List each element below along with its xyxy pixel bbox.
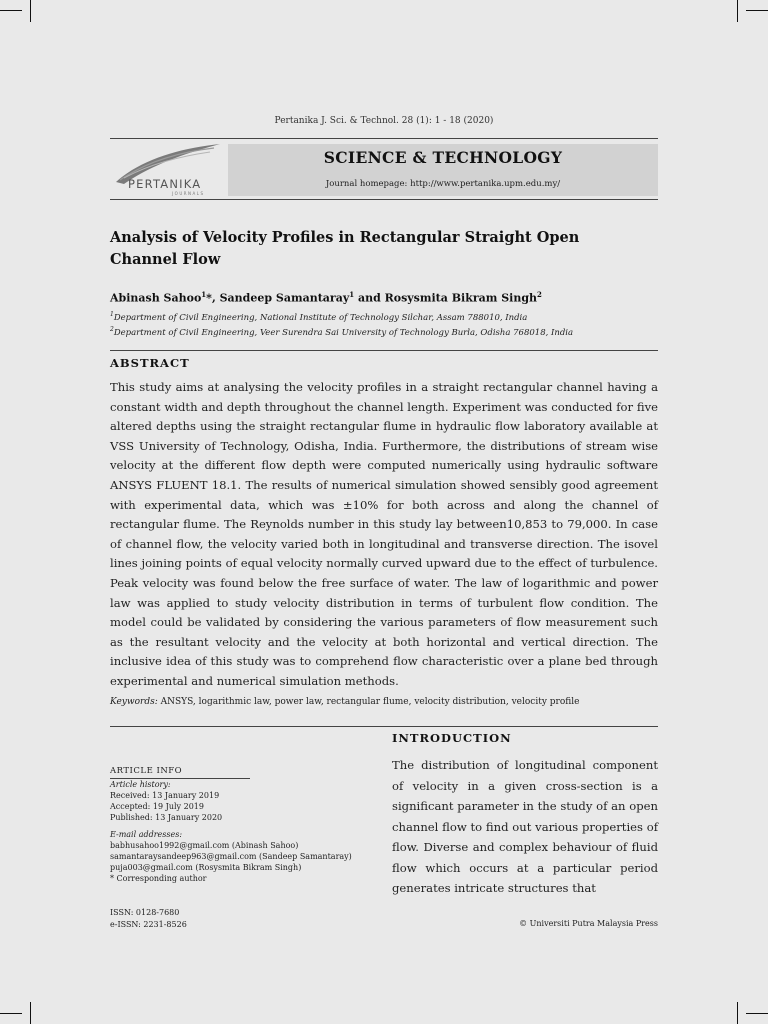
- journal-citation: Pertanika J. Sci. & Technol. 28 (1): 1 - 18 (2020): [274, 116, 494, 126]
- pertanika-logo: [110, 140, 226, 198]
- abstract-rule: [110, 350, 658, 351]
- issn-block: [110, 907, 187, 931]
- author-affil-sup: 1: [349, 290, 355, 299]
- received-date: Received: 13 January 2019: [110, 791, 220, 800]
- paper-title: [110, 227, 658, 271]
- header-rule: [110, 138, 658, 139]
- abstract-text: This study aims at analysing the velocity profiles in a straight rectangular channel having a constant width and depth throughout the channel length. Experiment was conducted for five altered depths using the straight rectangular flume in hydraulic flow laboratory available at VSS University of Technology, Odisha, India. Furthermore, the distributions of stream wise velocity at the different flow depth were computed numerically using hydraulic software ANSYS FLUENT 18.1. The results of numerical simulation showed sensibly good agreement with experimental data, which was ±10% for both across and along the channel of rectangular flume. The Reynolds number in this study lay between10,853 to 79,000. In case of channel flow, the velocity varied both in longitudinal and transverse direction. The isovel lines joining points of equal velocity normally curved upward due to the effect of turbulence. Peak velocity was found below the free surface of water. The law of logarithmic and power law was applied to study velocity distribution in terms of turbulent flow condition. The model could be validated by considering the various parameters of flow measurement such as the resultant velocity and the velocity at both horizontal and vertical direction. The inclusive idea of this study was to comprehend flow characteristic over a plane bed through experimental and numerical simulation methods.: [110, 380, 658, 688]
- article-info: [110, 766, 370, 884]
- crop-mark: [737, 1002, 738, 1024]
- crop-mark: [737, 0, 738, 22]
- corresponding-note: * Corresponding author: [110, 874, 207, 883]
- author-list: Abinash Sahoo$^1$*, Sandeep Samantaray$^1$ and Rosysmita Bikram Singh$^2$: [110, 290, 542, 305]
- email-entry[interactable]: babhusahoo1992@gmail.com (Abinash Sahoo): [110, 841, 299, 850]
- press-copyright: © Universiti Putra Malaysia Press: [519, 919, 658, 928]
- accepted-date: Accepted: 19 July 2019: [110, 802, 204, 811]
- journal-title: SCIENCE & TECHNOLOGY: [323, 148, 563, 167]
- banner-rule: [110, 199, 658, 200]
- author-name: Abinash Sahoo: [110, 291, 202, 305]
- keywords-label: Keywords:: [110, 697, 158, 707]
- crop-mark: [0, 10, 22, 11]
- issn-online: e-ISSN: 2231-8526: [110, 920, 187, 929]
- author-affil-sup: 1: [201, 290, 207, 299]
- crop-mark: [746, 10, 768, 11]
- keywords-rule: [110, 726, 658, 727]
- affiliation: $^2$Department of Civil Engineering, Veer Surendra Sai University of Technology Burla, Odisha 768018, India: [110, 326, 574, 338]
- paper-title-line: Channel Flow: [110, 251, 221, 268]
- author-name: Rosysmita Bikram Singh: [384, 291, 538, 305]
- abstract-heading: ABSTRACT: [110, 356, 190, 370]
- keywords: [110, 697, 658, 707]
- logo-brand: PERTANIKA: [128, 177, 202, 191]
- logo-subtext: JOURNALS: [172, 191, 205, 196]
- crop-mark: [30, 1002, 31, 1024]
- crop-mark: [746, 1013, 768, 1014]
- author-affil-sup: 2: [537, 290, 542, 299]
- email-entry[interactable]: samantaraysandeep963@gmail.com (Sandeep Samantaray): [110, 852, 352, 861]
- introduction-heading: INTRODUCTION: [392, 731, 512, 745]
- paper-title-line: Analysis of Velocity Profiles in Rectangular Straight Open: [110, 229, 580, 246]
- journal-homepage: Journal homepage: http://www.pertanika.upm.edu.my/: [325, 179, 561, 189]
- introduction-text: The distribution of longitudinal component of velocity in a given cross-section is a significant parameter in the study of an open channel flow to find out various properties of flow. Diverse and complex behaviour of fluid flow which occurs at a particular period generates intricate structures that: [392, 758, 658, 895]
- corresponding-mark: *: [206, 291, 212, 305]
- history-label: Article history:: [110, 780, 171, 789]
- keywords-text: ANSYS, logarithmic law, power law, rectangular flume, velocity distribution, velocity profile: [157, 697, 580, 707]
- email-entry[interactable]: puja003@gmail.com (Rosysmita Bikram Singh): [110, 863, 302, 872]
- published-date: Published: 13 January 2020: [110, 813, 223, 822]
- email-label: E-mail addresses:: [110, 830, 183, 839]
- crop-mark: [30, 0, 31, 22]
- article-info-heading: ARTICLE INFO: [110, 766, 250, 779]
- author-name: Sandeep Samantaray: [219, 291, 350, 305]
- crop-mark: [0, 1013, 22, 1014]
- issn-print: ISSN: 0128-7680: [110, 908, 180, 917]
- affiliation: $^1$Department of Civil Engineering, National Institute of Technology Silchar, Assam 788010, India: [110, 311, 528, 323]
